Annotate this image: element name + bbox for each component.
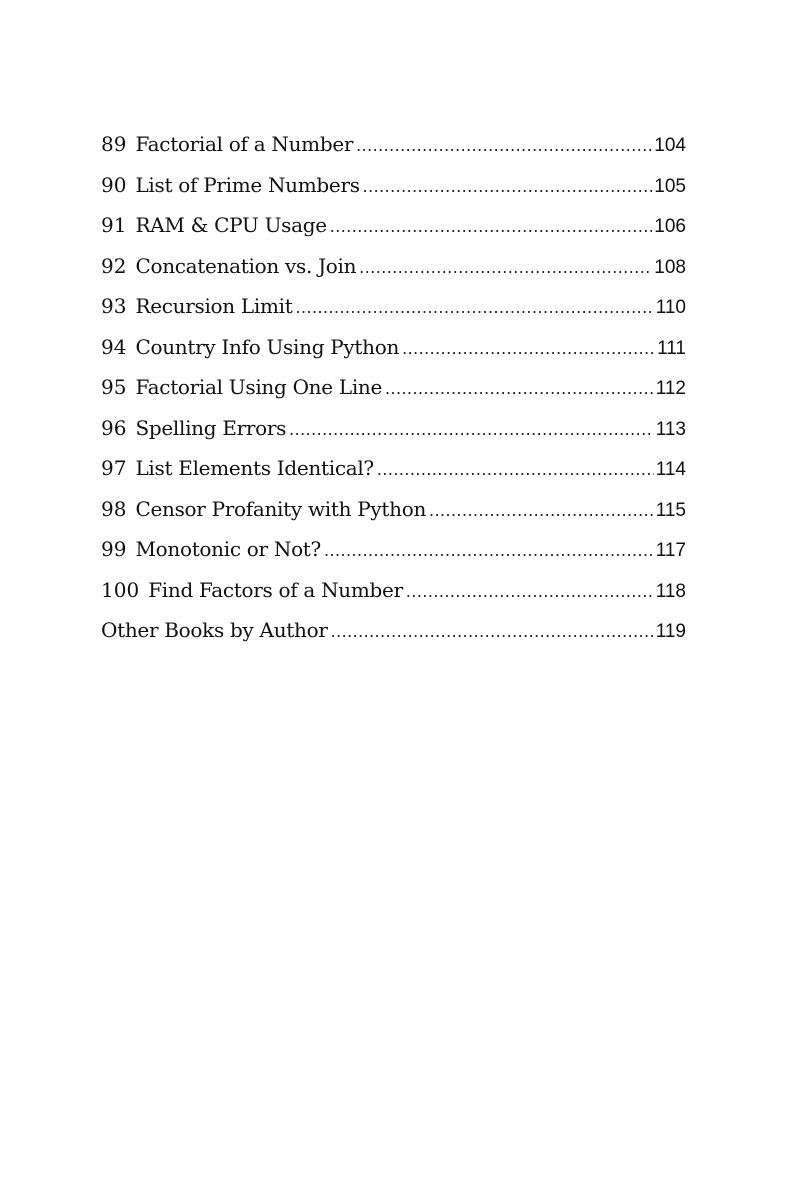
toc-entry-number: 89 <box>101 132 127 156</box>
toc-entry-title: Monotonic or Not? <box>135 537 321 561</box>
toc-entry-title: Factorial of a Number <box>135 132 354 156</box>
toc-entry <box>101 537 686 578</box>
toc-entry-page: 114 <box>655 459 686 480</box>
toc-entry <box>101 497 686 538</box>
toc-entry <box>101 456 686 497</box>
toc-entry-page: 110 <box>655 297 686 318</box>
toc-entry-title: List of Prime Numbers <box>135 172 360 197</box>
toc-entry-number: 96 <box>101 415 127 440</box>
toc-entry-title: Factorial Using One Line <box>135 375 383 399</box>
toc-entry <box>101 213 686 254</box>
toc-entry-title: Other Books by Author <box>101 618 328 642</box>
toc-entry-title: Spelling Errors <box>135 415 287 440</box>
toc-entry-page: 106 <box>654 216 686 237</box>
toc-entry-other-books <box>101 618 686 659</box>
toc-entry-page: 118 <box>655 580 686 602</box>
toc-entry-title: Find Factors of a Number <box>148 577 403 602</box>
toc-entry-title: Recursion Limit <box>135 294 293 318</box>
toc-entry-number: 99 <box>101 537 127 561</box>
toc-entry-number: 98 <box>101 496 127 521</box>
toc-entry-number: 100 <box>101 577 140 602</box>
toc-entry-page: 117 <box>655 540 686 561</box>
toc-entry-title: Concatenation vs. Join <box>135 253 357 278</box>
toc-entry <box>101 254 686 295</box>
dot-leader <box>429 500 654 521</box>
dot-leader <box>385 378 654 399</box>
toc-entry-page: 113 <box>655 418 686 440</box>
dot-leader <box>296 297 654 318</box>
toc-entry-number: 94 <box>101 334 127 359</box>
toc-entry <box>101 335 686 376</box>
toc-entry <box>101 173 686 214</box>
toc-entry-title: Country Info Using Python <box>135 334 400 359</box>
dot-leader <box>324 540 654 561</box>
toc-entry-number: 97 <box>101 456 127 480</box>
toc-entry-page: 112 <box>655 378 686 399</box>
dot-leader <box>363 176 653 197</box>
dot-leader <box>402 338 655 359</box>
dot-leader <box>331 621 654 642</box>
toc-entry-page: 111 <box>657 337 686 359</box>
toc-entry-title: RAM & CPU Usage <box>135 213 327 237</box>
toc-entry-page: 104 <box>654 135 686 156</box>
toc-entry-page: 119 <box>655 621 686 642</box>
dot-leader <box>406 581 654 602</box>
dot-leader <box>289 419 654 440</box>
dot-leader <box>356 135 652 156</box>
toc-entry <box>101 294 686 335</box>
toc-entry <box>101 578 686 619</box>
dot-leader <box>330 216 653 237</box>
toc-entry-number: 92 <box>101 253 127 278</box>
toc-entry-page: 115 <box>655 499 686 521</box>
toc-entry-number: 91 <box>101 213 127 237</box>
toc-entry-number: 90 <box>101 172 127 197</box>
toc-entry-number: 93 <box>101 294 127 318</box>
toc-entry-number: 95 <box>101 375 127 399</box>
table-of-contents <box>101 132 686 659</box>
dot-leader <box>377 459 654 480</box>
toc-entry <box>101 132 686 173</box>
toc-entry <box>101 375 686 416</box>
dot-leader <box>359 257 652 278</box>
toc-entry-page: 108 <box>654 256 686 278</box>
toc-entry-title: Censor Profanity with Python <box>135 496 427 521</box>
toc-entry-page: 105 <box>654 175 686 197</box>
toc-entry-title: List Elements Identical? <box>135 456 374 480</box>
toc-entry <box>101 416 686 457</box>
